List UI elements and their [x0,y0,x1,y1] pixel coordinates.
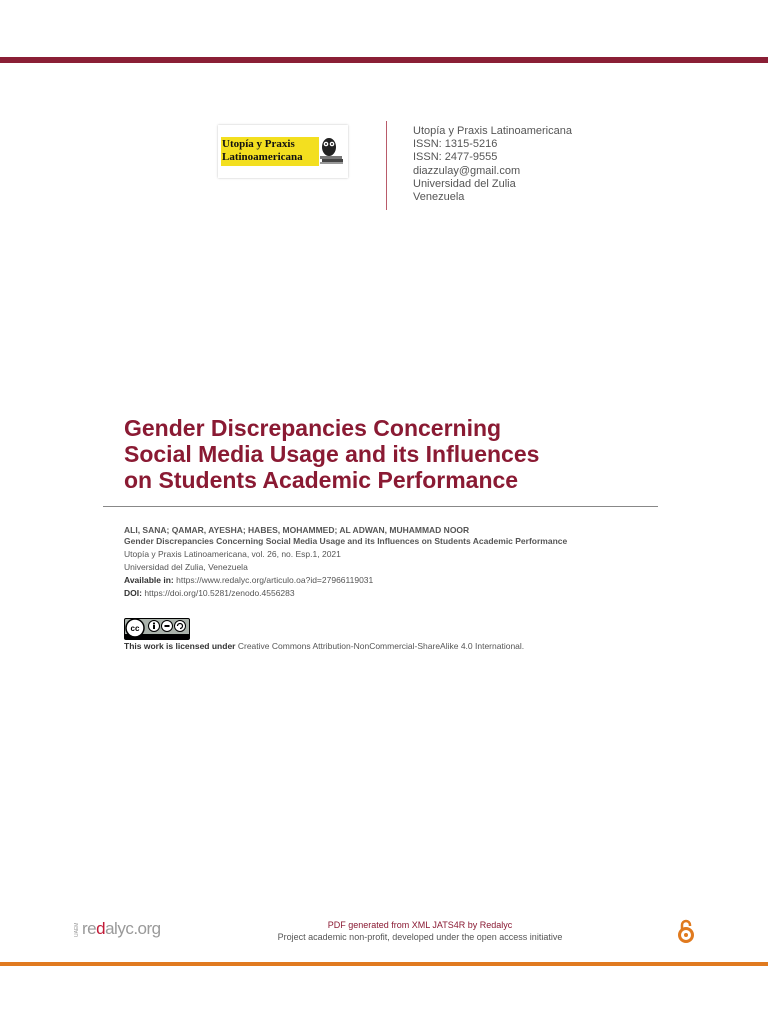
doi-label: DOI: [124,588,142,598]
journal-name: Utopía y Praxis Latinoamericana [413,125,572,137]
available-label: Available in: [124,575,174,585]
article-metadata [124,525,644,599]
redalyc-wordmark [82,919,161,939]
journal-country: Venezuela [413,191,465,204]
logo-line-1: Utopía y Praxis [222,138,295,150]
title-line-3: on Students Academic Performance [124,467,519,493]
footer-text [200,919,640,943]
issn-electronic: ISSN: 2477-9555 [413,151,498,164]
redalyc-part-2: d [96,919,106,938]
redalyc-part-3: alyc.org [105,919,161,938]
bottom-accent-bar [0,962,768,966]
journal-email[interactable]: diazzulay@gmail.com [413,164,521,177]
doi [124,588,644,599]
logo-line-2: Latinoamericana [222,151,303,163]
open-access-icon [677,918,695,944]
owl-on-books-icon [319,134,345,166]
pdf-generated-line: PDF generated from XML JATS4R by Redalyc [327,920,513,930]
cc-by-nc-sa-badge-icon[interactable] [124,618,190,640]
uaem-label: UAEM [74,922,80,937]
institution: Universidad del Zulia, Venezuela [124,562,248,572]
article-title [124,415,664,493]
license-line [124,641,524,652]
authors: ALI, SANA; QAMAR, AYESHA; HABES, MOHAMMED; AL ADWAN, MUHAMMAD NOOR [124,525,470,535]
available-in [124,575,644,586]
issn-print: ISSN: 1315-5216 [413,138,498,151]
citation: Utopía y Praxis Latinoamericana, vol. 26, no. Esp.1, 2021 [124,549,341,559]
redalyc-part-1: re [82,919,97,938]
license-link[interactable]: Creative Commons Attribution-NonCommercial-ShareAlike 4.0 International. [237,641,525,651]
title-divider [103,506,658,507]
article-subtitle: Gender Discrepancies Concerning Social Media Usage and its Influences on Students Academic Performance [124,536,568,546]
header-divider [386,121,387,210]
redalyc-logo[interactable] [74,915,166,945]
available-link[interactable]: https://www.redalyc.org/articulo.oa?id=27966119031 [176,575,374,585]
top-accent-bar [0,57,768,63]
journal-logo [218,125,348,178]
license-label: This work is licensed under [124,641,236,651]
title-line-2: Social Media Usage and its Influences [124,441,540,467]
cc-badge-text: cc [130,624,140,633]
title-line-1: Gender Discrepancies Concerning [124,415,502,441]
project-line: Project academic non-profit, developed under the open access initiative [277,932,563,942]
logo-text [222,138,322,164]
journal-university: Universidad del Zulia [413,177,516,190]
journal-info [413,125,572,204]
doi-link[interactable]: https://doi.org/10.5281/zenodo.4556283 [144,588,295,598]
